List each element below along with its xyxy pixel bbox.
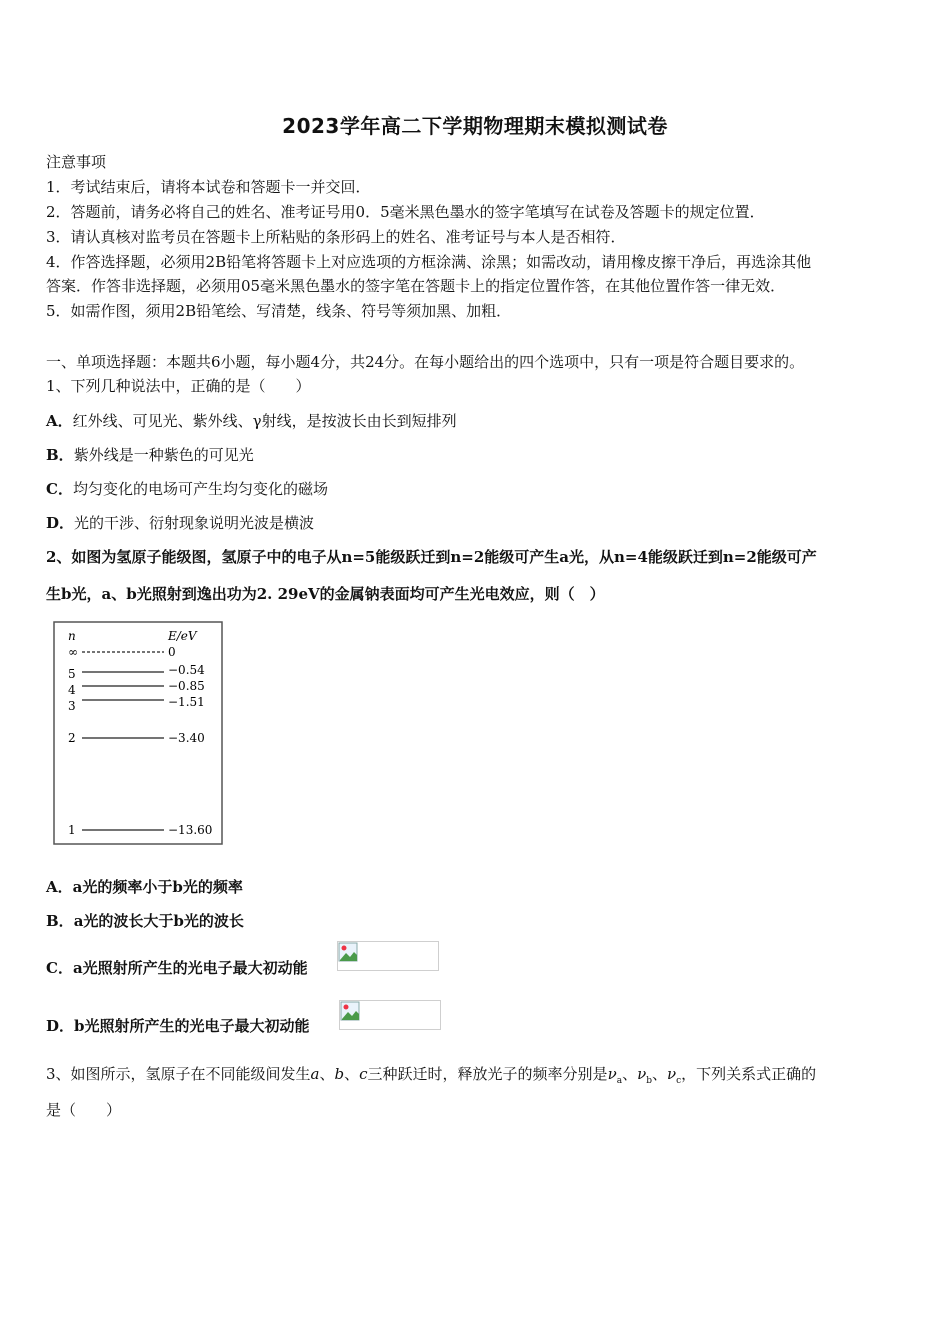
question-2-stem: 2、如图为氢原子能级图，氢原子中的电子从n=5能级跃迁到n=2能级可产生a光，从n=4能级跃迁到n=2能级可产 [46,548,817,566]
var-a: a [310,1065,320,1083]
question-3-stem-continued: 是（ ） [46,1101,122,1119]
broken-image-placeholder [337,941,439,971]
option-text: a光照射所产生的光电子最大初动能 [72,959,308,977]
option-text: 紫外线是一种紫色的可见光 [73,446,254,464]
option-label: A． [46,412,73,430]
option-label: B． [46,912,74,930]
level-n-label: 4 [68,683,76,697]
nu-c-sub: c [676,1076,682,1086]
option-label: C． [46,959,73,977]
var-b: b [334,1065,345,1083]
question-1-stem: 1、下列几种说法中，正确的是（ ） [46,377,311,395]
question-2-option-b [46,911,906,931]
energy-axis-header: E/eV [168,629,197,643]
option-label: A． [46,878,73,896]
n-axis-header: n [68,629,76,643]
level-n-label: 5 [68,667,76,681]
level-energy-label: −3.40 [168,731,205,745]
level-energy-label: −0.54 [168,663,205,677]
question-2-option-d [46,1016,906,1036]
question-1-option-b [46,445,906,465]
q3-text: ，下列关系式正确的 [681,1065,817,1083]
section-heading: 一、单项选择题：本题共6小题，每小题4分，共24分。在每小题给出的四个选项中，只有一项是符合题目要求的。 [46,353,805,371]
level-n-label: 1 [68,823,76,837]
option-text: 光的干涉、衍射现象说明光波是横波 [74,514,315,532]
notice-item: 2．答题前，请务必将自己的姓名、准考证号用0．5毫米黑色墨水的签字笔填写在试卷及答题卡的规定位置． [46,203,765,221]
energy-level-svg [52,620,224,846]
nu-a-sub: a [616,1076,623,1086]
q3-sep: 、 [344,1065,360,1083]
page-title: 2023学年高二下学期物理期末模拟测试卷 [282,114,668,138]
option-label: C． [46,480,73,498]
q3-text: 3、如图所示，氢原子在不同能级间发生 [46,1065,311,1083]
question-3-stem: 3、如图所示，氢原子在不同能级间发生a、b、c三种跃迁时，释放光子的频率分别是$\nu_a$、$\nu_b$、$\nu_c$，下列关系式正确的 [46,1065,817,1086]
nu-c: ν [666,1065,677,1083]
level-energy-label: 0 [168,645,176,659]
energy-level-diagram [52,620,224,846]
option-label: D． [46,514,75,532]
level-energy-label: −0.85 [168,679,205,693]
question-2-stem-continued: 生b光，a、b光照射到逸出功为2. 29eV的金属钠表面均可产生光电效应，则（ ） [46,585,605,603]
option-label: B． [46,446,74,464]
broken-image-icon [340,1001,362,1023]
q3-sep: 、 [319,1065,335,1083]
level-energy-label: −1.51 [168,695,205,709]
level-energy-label: −13.60 [168,823,213,837]
question-1-option-c [46,479,906,499]
option-text: b光照射所产生的光电子最大初动能 [74,1017,310,1035]
q3-text: 三种跃迁时，释放光子的频率分别是 [367,1065,608,1083]
level-n-label: 3 [68,699,76,713]
broken-image-placeholder [339,1000,441,1030]
option-text: 红外线、可见光、紫外线、γ射线，是按波长由长到短排列 [72,412,457,430]
notice-item: 5．如需作图，须用2B铅笔绘、写清楚，线条、符号等须加黑、加粗． [46,302,512,320]
nu-b-sub: b [646,1076,652,1086]
level-n-label: 2 [68,731,76,745]
notice-item: 4．作答选择题，必须用2B铅笔将答题卡上对应选项的方框涂满、涂黑；如需改动，请用橡皮擦干净后，再选涂其他 [46,253,812,271]
level-n-label: ∞ [68,645,78,659]
option-text: a光的波长大于b光的波长 [73,912,244,930]
notice-heading: 注意事项 [46,153,107,171]
notice-item: 1．考试结束后，请将本试卷和答题卡一并交回． [46,178,371,196]
nu-b: ν [637,1065,647,1083]
notice-item: 3．请认真核对监考员在答题卡上所粘贴的条形码上的姓名、准考证号与本人是否相符． [46,228,626,246]
option-label: D． [46,1017,75,1035]
option-text: 均匀变化的电场可产生均匀变化的磁场 [72,480,328,498]
question-1-option-a [46,411,906,431]
question-2-option-c [46,958,906,978]
question-2-option-a [46,877,906,897]
var-c: c [359,1065,368,1083]
question-1-option-d [46,513,906,533]
nu-a: ν [607,1065,617,1083]
notice-item: 答案．作答非选择题，必须用05毫米黑色墨水的签字笔在答题卡上的指定位置作答，在其他位置作答一律无效． [46,277,786,295]
option-text: a光的频率小于b光的频率 [72,878,243,896]
broken-image-icon [338,942,360,964]
